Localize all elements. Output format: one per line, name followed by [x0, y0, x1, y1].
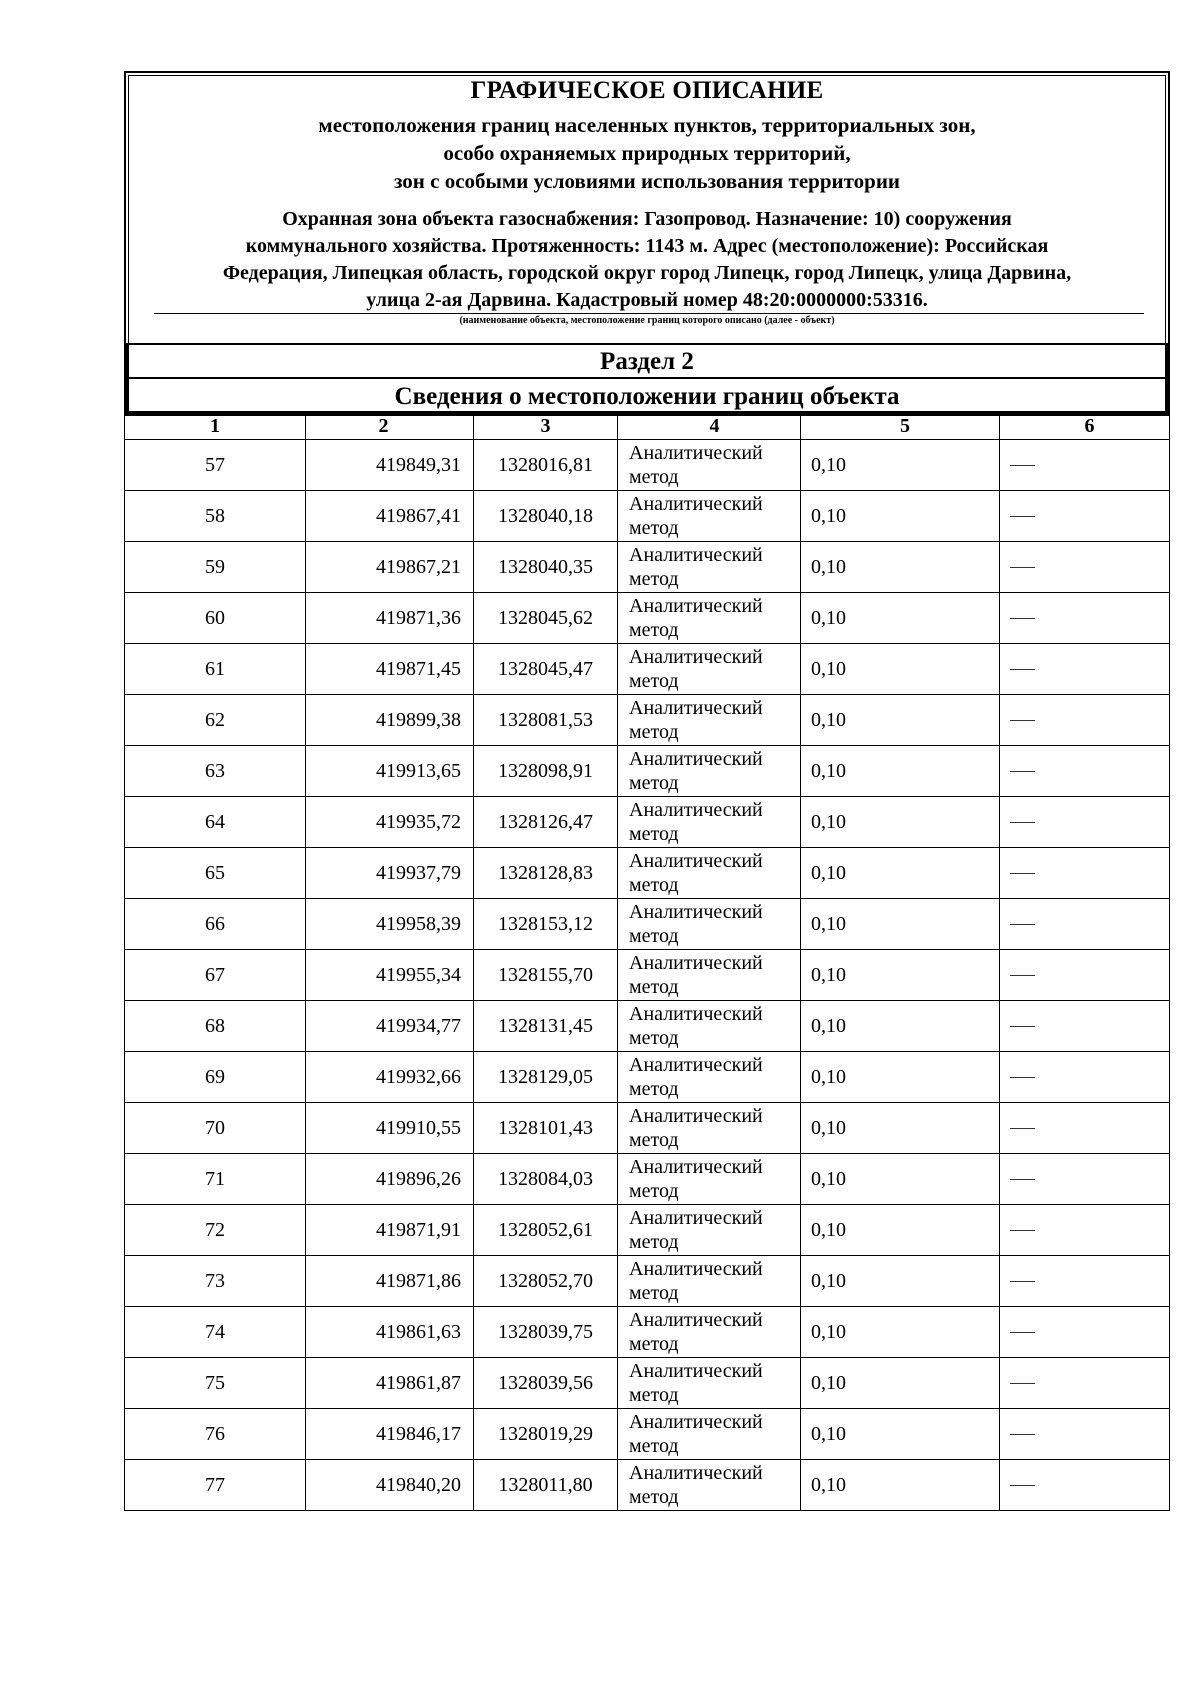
y-coordinate-cell: 1328084,03: [474, 1154, 618, 1205]
subtitle-line: местоположения границ населенных пунктов, территориальных зон,: [318, 113, 976, 137]
section-title: Раздел 2: [126, 343, 1168, 379]
dash-mark: [1010, 567, 1035, 568]
description-cell: [1000, 797, 1170, 848]
x-coordinate-cell: 419849,31: [306, 440, 474, 491]
x-coordinate-cell: 419861,63: [306, 1307, 474, 1358]
y-coordinate-cell: 1328019,29: [474, 1409, 618, 1460]
point-number-cell: 76: [125, 1409, 306, 1460]
point-number-cell: 69: [125, 1052, 306, 1103]
table-row: [125, 1103, 1170, 1154]
y-coordinate-cell: 1328045,62: [474, 593, 618, 644]
point-number-cell: 63: [125, 746, 306, 797]
accuracy-cell: 0,10: [801, 1052, 1000, 1103]
table-row: [125, 1205, 1170, 1256]
object-line: улица 2-ая Дарвина. Кадастровый номер 48:20:0000000:53316.: [366, 289, 928, 311]
point-number-cell: 60: [125, 593, 306, 644]
x-coordinate-cell: 419871,86: [306, 1256, 474, 1307]
method-cell: Аналитический метод: [618, 1256, 801, 1307]
description-underline: [154, 313, 1144, 314]
description-cell: [1000, 1358, 1170, 1409]
accuracy-cell: 0,10: [801, 797, 1000, 848]
point-number-cell: 57: [125, 440, 306, 491]
x-coordinate-cell: 419867,21: [306, 542, 474, 593]
method-cell: Аналитический метод: [618, 950, 801, 1001]
table-row: [125, 1460, 1170, 1511]
column-header: 2: [306, 413, 474, 440]
table-row: [125, 440, 1170, 491]
method-cell: Аналитический метод: [618, 491, 801, 542]
description-cell: [1000, 593, 1170, 644]
y-coordinate-cell: 1328128,83: [474, 848, 618, 899]
table-row: [125, 1358, 1170, 1409]
table-row: [125, 491, 1170, 542]
y-coordinate-cell: 1328039,56: [474, 1358, 618, 1409]
x-coordinate-cell: 419840,20: [306, 1460, 474, 1511]
accuracy-cell: 0,10: [801, 1103, 1000, 1154]
table-row: [125, 644, 1170, 695]
table-row: [125, 1052, 1170, 1103]
document-title: ГРАФИЧЕСКОЕ ОПИСАНИЕ: [470, 77, 824, 104]
description-cell: [1000, 1052, 1170, 1103]
x-coordinate-cell: 419910,55: [306, 1103, 474, 1154]
point-number-cell: 68: [125, 1001, 306, 1052]
y-coordinate-cell: 1328098,91: [474, 746, 618, 797]
description-cell: [1000, 695, 1170, 746]
method-cell: Аналитический метод: [618, 899, 801, 950]
y-coordinate-cell: 1328040,18: [474, 491, 618, 542]
subtitle-line: зон с особыми условиями использования территории: [393, 169, 901, 193]
y-coordinate-cell: 1328052,61: [474, 1205, 618, 1256]
document-subtitle: [126, 111, 1168, 195]
x-coordinate-cell: 419955,34: [306, 950, 474, 1001]
description-cell: [1000, 1205, 1170, 1256]
x-coordinate-cell: 419913,65: [306, 746, 474, 797]
dash-mark: [1010, 465, 1035, 466]
object-description: [146, 206, 1148, 314]
y-coordinate-cell: 1328011,80: [474, 1460, 618, 1511]
accuracy-cell: 0,10: [801, 950, 1000, 1001]
x-coordinate-cell: 419896,26: [306, 1154, 474, 1205]
method-cell: Аналитический метод: [618, 797, 801, 848]
method-cell: Аналитический метод: [618, 440, 801, 491]
accuracy-cell: 0,10: [801, 1001, 1000, 1052]
point-number-cell: 66: [125, 899, 306, 950]
dash-mark: [1010, 1077, 1035, 1078]
y-coordinate-cell: 1328131,45: [474, 1001, 618, 1052]
point-number-cell: 71: [125, 1154, 306, 1205]
y-coordinate-cell: 1328081,53: [474, 695, 618, 746]
description-cell: [1000, 950, 1170, 1001]
table-row: [125, 695, 1170, 746]
dash-mark: [1010, 1026, 1035, 1027]
dash-mark: [1010, 1281, 1035, 1282]
document-frame: [124, 71, 1170, 1547]
description-caption: (наименование объекта, местоположение границ которого описано (далее - объект): [459, 315, 835, 326]
description-cell: [1000, 440, 1170, 491]
accuracy-cell: 0,10: [801, 1154, 1000, 1205]
description-cell: [1000, 644, 1170, 695]
x-coordinate-cell: 419871,91: [306, 1205, 474, 1256]
y-coordinate-cell: 1328101,43: [474, 1103, 618, 1154]
table-row: [125, 593, 1170, 644]
dash-mark: [1010, 1332, 1035, 1333]
dash-mark: [1010, 1179, 1035, 1180]
dash-mark: [1010, 618, 1035, 619]
boundary-points-table: [124, 412, 1170, 1511]
section-subtitle: Сведения о местоположении границ объекта: [126, 377, 1168, 414]
column-header: 1: [125, 413, 306, 440]
dash-mark: [1010, 669, 1035, 670]
x-coordinate-cell: 419871,36: [306, 593, 474, 644]
dash-mark: [1010, 771, 1035, 772]
point-number-cell: 73: [125, 1256, 306, 1307]
point-number-cell: 77: [125, 1460, 306, 1511]
dash-mark: [1010, 1128, 1035, 1129]
x-coordinate-cell: 419899,38: [306, 695, 474, 746]
method-cell: Аналитический метод: [618, 1409, 801, 1460]
x-coordinate-cell: 419958,39: [306, 899, 474, 950]
method-cell: Аналитический метод: [618, 1001, 801, 1052]
method-cell: Аналитический метод: [618, 1154, 801, 1205]
column-header: 4: [618, 413, 801, 440]
table-row: [125, 848, 1170, 899]
y-coordinate-cell: 1328045,47: [474, 644, 618, 695]
point-number-cell: 75: [125, 1358, 306, 1409]
object-line: Охранная зона объекта газоснабжения: Газопровод. Назначение: 10) сооружения: [282, 208, 1012, 230]
method-cell: Аналитический метод: [618, 746, 801, 797]
method-cell: Аналитический метод: [618, 1205, 801, 1256]
dash-mark: [1010, 975, 1035, 976]
x-coordinate-cell: 419934,77: [306, 1001, 474, 1052]
dash-mark: [1010, 1485, 1035, 1486]
method-cell: Аналитический метод: [618, 593, 801, 644]
x-coordinate-cell: 419932,66: [306, 1052, 474, 1103]
x-coordinate-cell: 419935,72: [306, 797, 474, 848]
y-coordinate-cell: 1328040,35: [474, 542, 618, 593]
point-number-cell: 72: [125, 1205, 306, 1256]
table-row: [125, 1256, 1170, 1307]
table-row: [125, 1001, 1170, 1052]
x-coordinate-cell: 419861,87: [306, 1358, 474, 1409]
accuracy-cell: 0,10: [801, 1307, 1000, 1358]
point-number-cell: 74: [125, 1307, 306, 1358]
dash-mark: [1010, 1230, 1035, 1231]
method-cell: Аналитический метод: [618, 542, 801, 593]
point-number-cell: 67: [125, 950, 306, 1001]
description-cell: [1000, 848, 1170, 899]
column-header: 5: [801, 413, 1000, 440]
object-line: Федерация, Липецкая область, городской округ город Липецк, город Липецк, улица Дарвина,: [222, 262, 1072, 284]
table-row: [125, 746, 1170, 797]
x-coordinate-cell: 419937,79: [306, 848, 474, 899]
accuracy-cell: 0,10: [801, 695, 1000, 746]
method-cell: Аналитический метод: [618, 848, 801, 899]
method-cell: Аналитический метод: [618, 1460, 801, 1511]
y-coordinate-cell: 1328126,47: [474, 797, 618, 848]
dash-mark: [1010, 873, 1035, 874]
point-number-cell: 59: [125, 542, 306, 593]
accuracy-cell: 0,10: [801, 746, 1000, 797]
accuracy-cell: 0,10: [801, 593, 1000, 644]
point-number-cell: 58: [125, 491, 306, 542]
method-cell: Аналитический метод: [618, 695, 801, 746]
dash-mark: [1010, 516, 1035, 517]
table-row: [125, 797, 1170, 848]
method-cell: Аналитический метод: [618, 644, 801, 695]
point-number-cell: 64: [125, 797, 306, 848]
method-cell: Аналитический метод: [618, 1358, 801, 1409]
y-coordinate-cell: 1328039,75: [474, 1307, 618, 1358]
object-line: коммунального хозяйства. Протяженность: 1143 м. Адрес (местоположение): Российская: [245, 235, 1049, 257]
point-number-cell: 62: [125, 695, 306, 746]
y-coordinate-cell: 1328052,70: [474, 1256, 618, 1307]
method-cell: Аналитический метод: [618, 1052, 801, 1103]
point-number-cell: 70: [125, 1103, 306, 1154]
table-row: [125, 1409, 1170, 1460]
subtitle-line: особо охраняемых природных территорий,: [443, 141, 851, 165]
description-cell: [1000, 1154, 1170, 1205]
method-cell: Аналитический метод: [618, 1307, 801, 1358]
dash-mark: [1010, 720, 1035, 721]
accuracy-cell: 0,10: [801, 848, 1000, 899]
y-coordinate-cell: 1328155,70: [474, 950, 618, 1001]
dash-mark: [1010, 924, 1035, 925]
table-body: [125, 440, 1170, 1511]
dash-mark: [1010, 822, 1035, 823]
accuracy-cell: 0,10: [801, 491, 1000, 542]
table-row: [125, 899, 1170, 950]
description-cell: [1000, 1460, 1170, 1511]
x-coordinate-cell: 419871,45: [306, 644, 474, 695]
accuracy-cell: 0,10: [801, 1460, 1000, 1511]
dash-mark: [1010, 1383, 1035, 1384]
y-coordinate-cell: 1328153,12: [474, 899, 618, 950]
accuracy-cell: 0,10: [801, 542, 1000, 593]
table-row: [125, 542, 1170, 593]
column-header: 6: [1000, 413, 1170, 440]
table-row: [125, 950, 1170, 1001]
table-header-row: [125, 413, 1170, 440]
description-cell: [1000, 1001, 1170, 1052]
description-cell: [1000, 899, 1170, 950]
description-cell: [1000, 1409, 1170, 1460]
header-box: [124, 71, 1170, 416]
point-number-cell: 65: [125, 848, 306, 899]
accuracy-cell: 0,10: [801, 1409, 1000, 1460]
accuracy-cell: 0,10: [801, 644, 1000, 695]
description-cell: [1000, 746, 1170, 797]
table-row: [125, 1307, 1170, 1358]
accuracy-cell: 0,10: [801, 1256, 1000, 1307]
accuracy-cell: 0,10: [801, 899, 1000, 950]
point-number-cell: 61: [125, 644, 306, 695]
x-coordinate-cell: 419867,41: [306, 491, 474, 542]
y-coordinate-cell: 1328016,81: [474, 440, 618, 491]
description-cell: [1000, 491, 1170, 542]
dash-mark: [1010, 1434, 1035, 1435]
table-row: [125, 1154, 1170, 1205]
description-cell: [1000, 1103, 1170, 1154]
column-header: 3: [474, 413, 618, 440]
accuracy-cell: 0,10: [801, 1205, 1000, 1256]
accuracy-cell: 0,10: [801, 440, 1000, 491]
description-cell: [1000, 1307, 1170, 1358]
y-coordinate-cell: 1328129,05: [474, 1052, 618, 1103]
description-cell: [1000, 542, 1170, 593]
method-cell: Аналитический метод: [618, 1103, 801, 1154]
description-cell: [1000, 1256, 1170, 1307]
accuracy-cell: 0,10: [801, 1358, 1000, 1409]
x-coordinate-cell: 419846,17: [306, 1409, 474, 1460]
